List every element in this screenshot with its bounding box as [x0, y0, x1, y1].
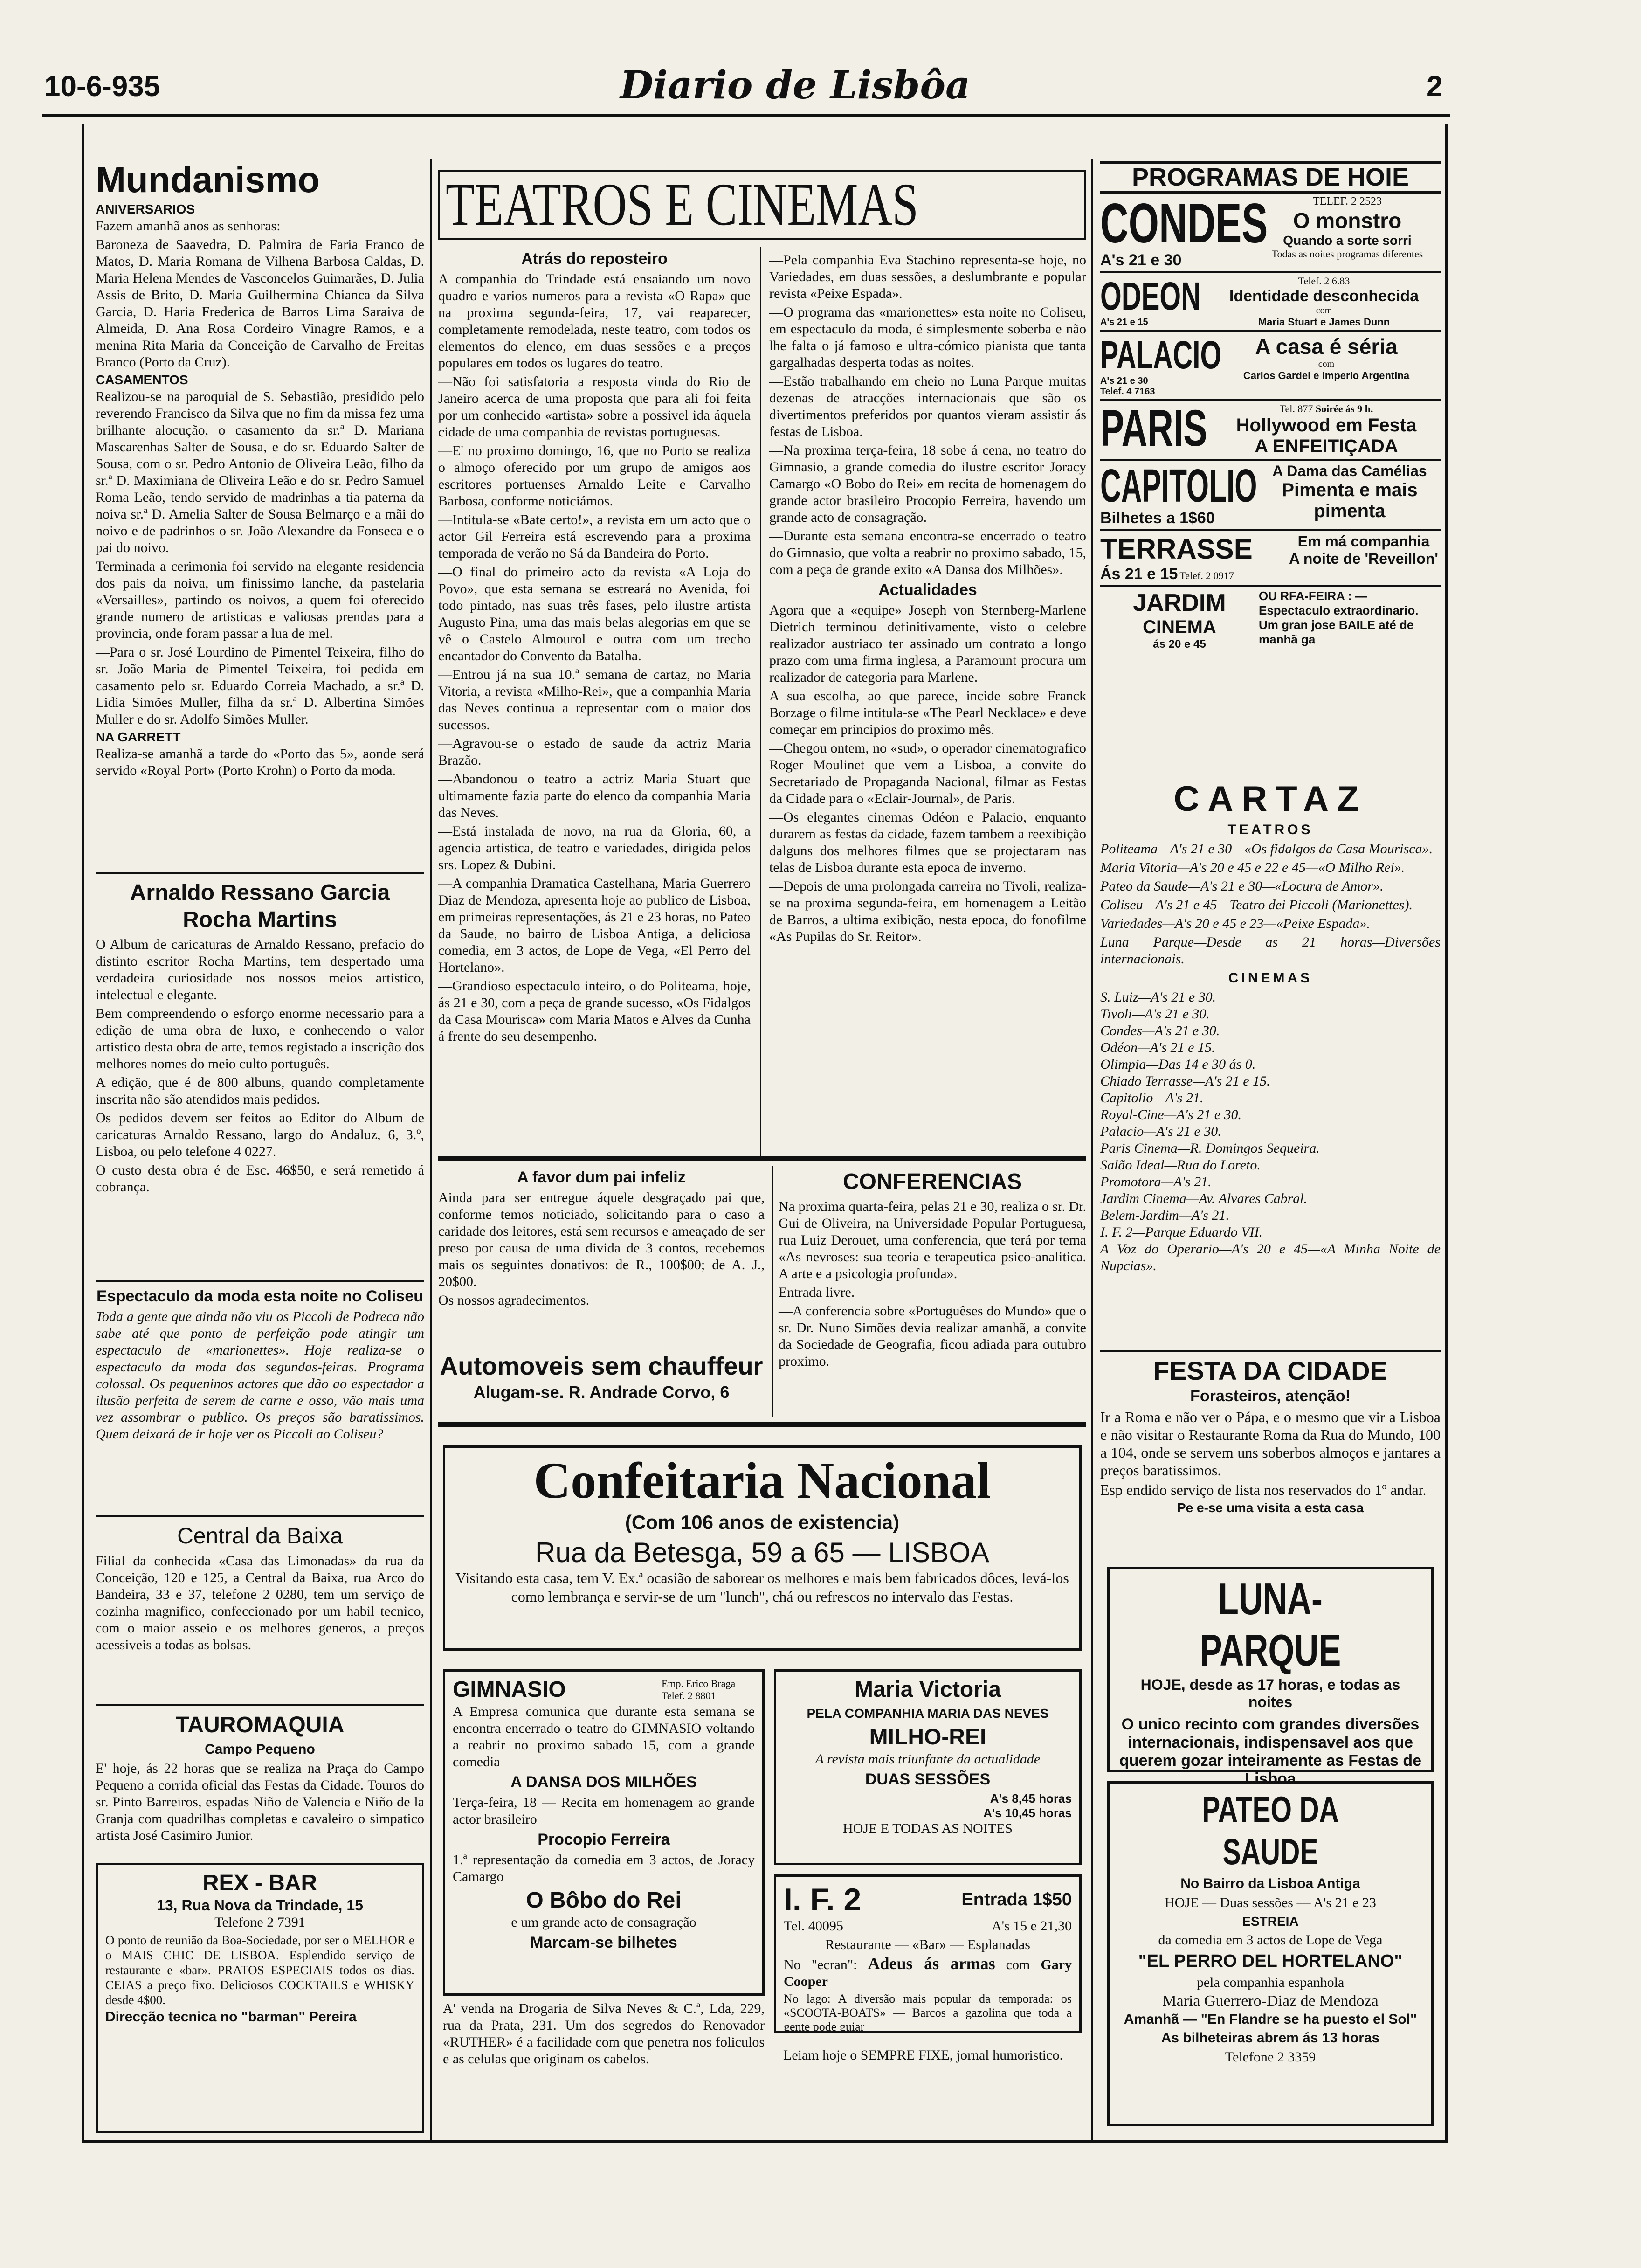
drogaria-text: A' venda na Drogaria de Silva Neves & C.ª, Lda, 229, rua da Prata, 231. Um dos segredos do Renovador «RUTHER» é a facilidade com que penetra nos foliculos e as celulas que originam os cabelos.: [443, 2001, 765, 2067]
cartaz-cinema-item: Promotora—A's 21.: [1100, 1174, 1212, 1189]
teatros-p10: —A companhia Dramatica Castelhana, Maria Guerrero Diaz de Mendoza, apresenta hoje ao publico de Lisboa, em primeiras representações, ás 21 e 23 horas, no Pateo da Saude, no bairro de Lisboa Antiga, a deliciosa comedia, em 3 actos, de Lope de Vega, «El Perro del Hortelano».: [438, 876, 751, 975]
teatros-p13: —O programa das «marionettes» esta noite no Coliseu, em espectaculo da moda, é simplesmente soberba e não lhe falta o já famoso e ultra-cómico pianista que tanta gargalhadas desperta todas as noites.: [769, 304, 1086, 370]
capitolio-name: CAPITOLIO: [1100, 460, 1257, 512]
cartaz-cinema-item: Palacio—A's 21 e 30.: [1100, 1124, 1221, 1139]
arnaldo-p5: O custo desta obra é de Esc. 46$50, e será remetido á cobrança.: [96, 1162, 424, 1195]
palacio-name: PALACIO: [1100, 333, 1222, 377]
paris-name: PARIS: [1100, 400, 1207, 457]
odeon-block: [1100, 273, 1441, 332]
sempre-fixe-note: [783, 2047, 1082, 2103]
paris-show: Hollywood em Festa: [1236, 415, 1417, 436]
if2-screen-label: No "ecran":: [784, 1957, 857, 1972]
arnaldo-p1: O Album de caricaturas de Arnaldo Ressano, prefacio do distinto escritor Rocha Martins, tem despertado uma verdadeira curiosidade nos nossos meios artistico, intelectual e elegante.: [96, 937, 424, 1003]
if2-price: Entrada 1$50: [961, 1889, 1072, 1909]
luna-sub: HOJE, desde as 17 horas, e todas as noites: [1140, 1676, 1400, 1710]
divider: [96, 872, 424, 874]
divider: [1100, 1350, 1441, 1352]
luna-text: O unico recinto com grandes diversões internacionais, indispensavel aos que querem gozar inteiramente as Festas de Lisboa: [1119, 1715, 1422, 1788]
palacio-show: A casa é séria: [1255, 334, 1398, 359]
cartaz-teatro-item: Politeama—A's 21 e 30—«Os fidalgos da Casa Mourisca».: [1100, 841, 1433, 857]
cartaz-teatro-item: Coliseu—A's 21 e 45—Teatro dei Piccoli (Marionettes).: [1100, 897, 1413, 913]
teatros-p8: —Abandonou o teatro a actriz Maria Stuart que ultimamente fazia parte do elenco da companhia Maria das Neves.: [438, 771, 751, 820]
double-rule: [438, 1156, 1086, 1161]
automoveis-ad: [438, 1350, 765, 1420]
teatros-p7: —Agravou-se o estado de saude da actriz Maria Brazão.: [438, 736, 751, 768]
pateo-title: PATEO DA SAUDE: [1202, 1789, 1339, 1872]
pateo-play: "EL PERRO DEL HORTELANO": [1138, 1951, 1403, 1971]
odeon-with: com: [1316, 305, 1332, 316]
cartaz-cinemas-list: [1100, 989, 1441, 1274]
teatros-p11: —Grandioso espectaculo inteiro, o do Politeama, hoje, ás 21 e 30, com a peça de grande sucesso, «Os Fidalgos da Casa Mourisca» com Maria Matos e Alves da Cunha á frente do seu desempenho.: [438, 978, 751, 1044]
mariavictoria-tagline: A revista mais triunfante da actualidade: [815, 1751, 1041, 1767]
teatros-p12: —Pela companhia Eva Stachino representa-se hoje, no Variedades, em duas sessões, a deslumbrante e popular revista «Peixe Espada».: [769, 252, 1086, 301]
espectaculo-title: Espectaculo da moda esta noite no Coliseu: [97, 1287, 423, 1305]
cartaz-cinema-item: Capitolio—A's 21.: [1100, 1090, 1204, 1106]
confeitaria-text: Visitando esta casa, tem V. Ex.ª ocasião de saborear os melhores e mais bem fabricados dôces, levá-los como lembrança e servir-se de um "lunch", chá ou refrescos no intervalo das Festas.: [455, 1570, 1069, 1605]
teatros-p2: —Não foi satisfatoria a resposta vinda do Rio de Janeiro acerca de uma proposta que para ali foi feita por um conhecido «artista» sobre a possivel ida áquela cidade de uma companhia de revistas portuguesas.: [438, 374, 751, 440]
condes-note: Todas as noites programas diferentes: [1271, 248, 1423, 260]
gimnasio-title: GIMNASIO: [453, 1677, 566, 1702]
espectaculo-section: [96, 1285, 424, 1518]
gimnasio-play1: A DANSA DOS MILHÕES: [510, 1773, 697, 1791]
odeon-tel: Telef. 2 6.83: [1298, 275, 1350, 287]
if2-with: com: [1006, 1957, 1030, 1972]
pateo-line2: da comedia em 3 actos de Lope de Vega: [1158, 1932, 1383, 1948]
actualidades-a5: —Depois de uma prolongada carreira no Tivoli, realiza-se na proxima segunda-feira, em homenagem a Leitão de Barros, a ultima exibição, nesta epoca, do fonofilme «As Pupilas do Sr. Reitor».: [769, 878, 1086, 944]
gimnasio-text1: A Empresa comunica que durante esta semana se encontra encerrado o teatro do GIMNASIO voltando a reabrir no proximo sabado 15, com a grande comedia: [453, 1704, 755, 1770]
teatros-p1: A companhia do Trindade está ensaiando um novo quadro e varios numeros para a revista «O Rapa» que na proxima segunda-feira, 17, vai reaparecer, completamente remodelada, neste teatro, com todos os elementos do elenco, em duas sessões e a preços populares em todos os lugares do teatro.: [438, 271, 751, 371]
teatros-p5: —O final do primeiro acto da revista «A Loja do Povo», que esta semana se estreará no Avenida, foi todo pintado, nas suas três fases, pelo ilustre artista Augusto Pina, uma das mais belas alegorias em que se vê o Castelo Almourol e outra com um trecho encantador do Convento da Batalha.: [438, 564, 751, 664]
divider: [96, 1704, 424, 1706]
terrasse-time: Ás 21 e 15: [1100, 565, 1178, 583]
mariavictoria-show: MILHO-REI: [869, 1725, 986, 1749]
divider: [96, 1515, 424, 1517]
teatros-p3: —E' no proximo domingo, 16, que no Porto se realiza o almoço oferecido por um grupo de amigos aos escritores portuenses Arnaldo Leite e Carvalho Barbosa, conforme noticiámos.: [438, 443, 751, 509]
garrett-text: Realiza-se amanhã a tarde do «Porto das 5», aonde será servido «Royal Port» (Porto Krohn) o Porto da moda.: [96, 746, 424, 778]
right-border: [1445, 124, 1448, 2143]
paris-show2: A ENFEITIÇADA: [1255, 436, 1398, 456]
gimnasio-emp: Emp. Erico Braga Telef. 2 8801: [662, 1678, 736, 1701]
central-text: Filial da conhecida «Casa das Limonadas» da rua da Conceição, 120 e 125, a Central da Baixa, rua Arco do Bandeira, 33 e 37, telefone 2 0280, tem um serviço de cozinha magnifico, confeccionado por um habil tecnico, com o maior asseio e os melhores generos, a preços acessiveis a todas as bolsas.: [96, 1553, 424, 1653]
drogaria-ad: [443, 2000, 765, 2136]
terrasse-tel: Telef. 2 0917: [1179, 570, 1234, 581]
casamentos-head: CASAMENTOS: [96, 373, 188, 387]
arnaldo-section: [96, 877, 424, 1282]
odeon-cast: Maria Stuart e James Dunn: [1258, 316, 1390, 328]
if2-tel: Tel. 40095: [784, 1918, 843, 1934]
actualidades-head: Actualidades: [878, 581, 977, 599]
cartaz-cinema-item: Tivoli—A's 21 e 30.: [1100, 1006, 1210, 1022]
teatros-p14: —Estão trabalhando em cheio no Luna Parque muitas dezenas de atracções internacionais que são os divertimentos preferidos por quantos vieram assistir ás festas de Lisboa.: [769, 373, 1086, 439]
jardim-name: JARDIM: [1133, 589, 1226, 616]
cartaz-title: CARTAZ: [1173, 779, 1367, 819]
page-date: 10-6-935: [44, 70, 160, 103]
automoveis-sub: Alugam-se. R. Andrade Corvo, 6: [473, 1383, 730, 1402]
terrasse-show2: A noite de 'Reveillon': [1289, 550, 1438, 567]
jardim-text: OU RFA-FEIRA : — Espectaculo extraordinario. Um gran jose BAILE até de manhã ga: [1259, 589, 1419, 646]
left-border: [82, 124, 84, 2143]
if2-ad: [774, 1874, 1082, 2033]
cartaz-section: [1100, 779, 1441, 1352]
confeitaria-address: Rua da Betesga, 59 a 65 — LISBOA: [535, 1537, 989, 1568]
if2-title: I. F. 2: [784, 1882, 862, 1917]
cartaz-cinema-item: Royal-Cine—A's 21 e 30.: [1100, 1107, 1242, 1122]
rexbar-text: O ponto de reunião da Boa-Sociedade, por ser o MELHOR e o MAIS CHIC DE LISBOA. Esplendido serviço de restaurante e «bar». PRATOS ESPECIAIS todos os dias. CEIAS a preço fixo. Deliciosos COCKTAILS e WHISKY desde 4$00.: [105, 1933, 414, 2007]
festa-title: FESTA DA CIDADE: [1153, 1356, 1387, 1385]
cartaz-cinema-item: I. F. 2—Parque Eduardo VII.: [1100, 1224, 1263, 1240]
cartaz-teatro-item: Maria Vitoria—A's 20 e 45 e 22 e 45—«O Milho Rei».: [1100, 860, 1405, 875]
festa-text: Ir a Roma e não ver o Pápa, e o mesmo que vir a Lisboa e não visitar o Restaurante Roma da Rua do Mundo, 100 a 104, onde se servem uns soberbos almoços e jantares a preços baratissimos.: [1100, 1409, 1441, 1479]
pateo-box: As bilheteiras abrem ás 13 horas: [1161, 2030, 1380, 2046]
arnaldo-p3: A edição, que é de 800 albuns, quando completamente inscrita não são atendidos mais pedidos.: [96, 1075, 424, 1107]
condes-show: O monstro: [1293, 208, 1402, 233]
actualidades-a4: —Os elegantes cinemas Odéon e Palacio, enquanto durarem as festas da cidade, fazem tambem a reexibição dalguns dos melhores filmes que se projectaram nas telas de Lisboa durante esta epoca de inverno.: [769, 809, 1086, 875]
festa-footer: Pe e-se uma visita a esta casa: [1177, 1500, 1364, 1515]
cartaz-cinema-item: Salão Ideal—Rua do Loreto.: [1100, 1157, 1261, 1173]
pateo-company: pela companhia espanhola: [1196, 1975, 1345, 1990]
festa-section: [1100, 1355, 1441, 1564]
arnaldo-p4: Os pedidos devem ser feitos ao Editor do Album de caricaturas Arnaldo Ressano, largo do Andaluz, 6, 3.º, Lisboa, ou pelo telefone 4 0227.: [96, 1110, 424, 1159]
gimnasio-play2: O Bôbo do Rei: [526, 1888, 682, 1913]
conferencias-title: CONFERENCIAS: [842, 1169, 1022, 1194]
gimnasio-actor: Procopio Ferreira: [538, 1831, 670, 1848]
mariavictoria-time1: A's 8,45 horas: [990, 1791, 1072, 1805]
condes-name: CONDES: [1100, 192, 1268, 255]
masthead-title: Diario de Lisbôa: [620, 63, 971, 108]
pateo-line1: HOJE — Duas sessões — A's 21 e 23: [1165, 1895, 1376, 1910]
arnaldo-p2: Bem compreendendo o esforço enorme necessario para a edição de uma obra de luxo, e conhecendo o valor artistico desta obra de arte, temos registado a inscrição dos melhores nomes do meio culto português.: [96, 1006, 424, 1072]
teatros-banner: [438, 170, 1086, 240]
double-rule: [438, 1422, 1086, 1427]
pateo-cast: Maria Guerrero-Diaz de Mendoza: [1162, 1992, 1379, 2010]
terrasse-show: Em má companhia: [1297, 533, 1430, 550]
gimnasio-text2: Terça-feira, 18 — Recita em homenagem ao grande actor brasileiro: [453, 1795, 755, 1827]
palacio-time: A's 21 e 30: [1100, 376, 1148, 386]
confeitaria-title: Confeitaria Nacional: [533, 1452, 991, 1509]
festa-text2: Esp endido serviço de lista nos reservados do 1º andar.: [1100, 1481, 1427, 1498]
capitolio-block: [1100, 461, 1441, 531]
actualidades-a3: —Chegou ontem, no «sud», o operador cinematografico Roger Moulinet que vem a Lisboa, a convite do Secretariado de Propaganda Nacional, filmar as Festas da Cidade para o «Eclair-Journal», de Paris.: [769, 740, 1086, 806]
paris-time: Soirée ás 9 h.: [1315, 403, 1373, 415]
luna-ad: [1107, 1567, 1434, 1788]
if2-lake: No lago: A diversão mais popular da temporada: os «SCOOTA-BOATS» — Barcos a gazolina que toda a gente pode guiar: [784, 1992, 1072, 2033]
aniversarios-head: ANIVERSARIOS: [96, 202, 195, 216]
teatros-col-1: [438, 247, 751, 1161]
teatros-col-2: [769, 252, 1086, 1161]
conferencias-p2: Entrada livre.: [779, 1285, 855, 1300]
espectaculo-text: Toda a gente que ainda não viu os Piccoli de Podreca não sabe até que ponto de perfeição pode atingir um espectaculo de «marionettes». Hoje realiza-se o espectaculo da moda das segundas-feiras. Programa colossal. Os pequeninos actores que dão ao espectador a ilusão perfeita de serem de carne e osso, vão mais uma vez assombrar o publico. Os preços são baratissimos. Quem deixará de ir hoje ver os Piccoli ao Coliseu?: [96, 1309, 424, 1442]
header-rule: [42, 114, 1450, 117]
mariavictoria-title: Maria Victoria: [855, 1677, 1001, 1702]
cartaz-teatro-item: Pateo da Saude—A's 21 e 30—«Locura de Amor».: [1100, 878, 1384, 894]
cartaz-teatros-head: TEATROS: [1227, 822, 1313, 837]
gimnasio-tickets: Marcam-se bilhetes: [530, 1934, 677, 1951]
teatros-title: TEATROS E CINEMAS: [446, 171, 919, 238]
terrasse-name: TERRASSE: [1100, 533, 1253, 565]
rexbar-address: 13, Rua Nova da Trindade, 15: [157, 1897, 363, 1914]
cartaz-cinemas-head: CINEMAS: [1228, 970, 1313, 986]
pateo-estreia: ESTREIA: [1242, 1914, 1299, 1929]
odeon-show: Identidade desconhecida: [1229, 287, 1419, 305]
favor-section: [438, 1166, 765, 1343]
festa-sub: Forasteiros, atenção!: [1190, 1387, 1351, 1405]
rexbar-footer: Direcção tecnica no "barman" Pereira: [105, 2009, 357, 2025]
automoveis-title: Automoveis sem chauffeur: [440, 1352, 763, 1380]
cartaz-cinema-item: Chiado Terrasse—A's 21 e 15.: [1100, 1073, 1270, 1089]
if2-services: Restaurante — «Bar» — Esplanadas: [825, 1937, 1030, 1952]
mundanismo-section: [96, 159, 424, 872]
confeitaria-ad: [443, 1445, 1082, 1651]
if2-times: A's 15 e 21,30: [991, 1918, 1072, 1934]
jardim-time: ás 20 e 45: [1153, 638, 1206, 650]
central-title: Central da Baixa: [177, 1524, 343, 1549]
rexbar-title: REX - BAR: [202, 1871, 317, 1895]
conferencias-p3: —A conferencia sobre «Portuguêses do Mundo» que o sr. Dr. Nuno Simões devia realizar amanhã, a convite da Sociedade de Geografia, ficou adiada para outubro proximo.: [779, 1303, 1086, 1369]
mariavictoria-company: PELA COMPANHIA MARIA DAS NEVES: [807, 1706, 1049, 1721]
favor-title: A favor dum pai infeliz: [517, 1169, 686, 1186]
capitolio-show: A Dama das Camélias: [1272, 463, 1427, 479]
palacio-tel: Telef. 4 7163: [1100, 387, 1155, 397]
cartaz-cinema-item: S. Luiz—A's 21 e 30.: [1100, 989, 1216, 1005]
casamentos-text-1: Realizou-se na paroquial de S. Sebastião, presidido pelo reverendo Francisco da Silva que no fim da missa fez uma brilhante alocução, o casamento da sr.ª D. Mariana Mascarenhas Salter de Sousa, e do sr. Eduardo Salter de Sousa, com o sr. Pedro Antonio de Oliveira Leão, filho da sr.ª D. Maximiana de Oliveira Leão e do sr. Pedro Samuel Roma Leão, tendo servido de madrinhas a tia paterna da noiva sr.ª D. Amelia Salter de Sousa Belmarço e a mãi do noivo e de padrinhos o sr. João Alexandre da Fonseca e o pai do noivo.: [96, 389, 424, 555]
teatros-p9: —Está instalada de novo, na rua da Gloria, 60, a agencia artistica, de teatro e variedades, dirigida pelos srs. Lopez & Dubini.: [438, 823, 751, 872]
mundanismo-title: Mundanismo: [96, 159, 320, 200]
paris-tel: Tel. 877: [1279, 403, 1313, 415]
mariavictoria-time2: A's 10,45 horas: [983, 1806, 1072, 1820]
tauromaquia-title: TAUROMAQUIA: [175, 1713, 345, 1737]
casamentos-text-3: —Para o sr. José Lourdino de Pimentel Teixeira, filho do sr. João Maria de Pimentel Teixeira, foi pedida em casamento pelo sr. Eduardo Correia Machado, a sr.ª D. Lidia Simões Muller, filha da sr.ª D. Albertina Simões Muller e do sr. Adolfo Simões Muller.: [96, 644, 424, 727]
inner-divider: [772, 1166, 773, 1418]
sempre-fixe-text: Leiam hoje o SEMPRE FIXE, jornal humoristico.: [783, 2047, 1063, 2063]
actualidades-a2: A sua escolha, ao que parece, incide sobre Franck Borzage o filme intitula-se «The Pearl Necklace» e deve começar em principios do proximo mês.: [769, 688, 1086, 737]
column-divider-2: [1091, 159, 1093, 2140]
teatros-p6: —Entrou já na sua 10.ª semana de cartaz, no Maria Vitoria, a revista «Milho-Rei», que a companhia Maria das Neves continua a representar com o maior dos sucessos.: [438, 667, 751, 733]
capitolio-tickets: Bilhetes a 1$60: [1100, 509, 1215, 527]
capitolio-show2: Pimenta e mais pimenta: [1282, 480, 1418, 521]
gimnasio-text4: e um grande acto de consagração: [511, 1915, 696, 1930]
condes-tel: TELEF. 2 2523: [1312, 195, 1382, 207]
cartaz-cinema-item: Belem-Jardim—A's 21.: [1100, 1208, 1229, 1223]
conferencias-p1: Na proxima quarta-feira, pelas 21 e 30, realiza o sr. Dr. Gui de Oliveira, na Universidade Popular Portuguesa, rua Luiz Derouet, uma conferencia, que terá por tema «As nevroses: sua teoria e terapeutica psico-analitica. A arte e a psicologia profunda».: [779, 1199, 1086, 1281]
cartaz-cinema-item: Olimpia—Das 14 e 30 ás 0.: [1100, 1057, 1256, 1072]
conferencias-section: [779, 1166, 1086, 1418]
column-divider-1: [430, 159, 432, 2140]
cartaz-teatro-item: Luna Parque—Desde as 21 horas—Diversões internacionais.: [1100, 934, 1441, 967]
rexbar-ad: [96, 1863, 424, 2133]
tauromaquia-text: E' hoje, ás 22 horas que se realiza na Praça do Campo Pequeno a corrida oficial das Festas da Cidade. Touros do sr. Pinto Barreiros, espadas Niño de Valencia e Niño de la Granja com quadrilhas completas e cavaleiro o simpatico artista José Casimiro Junior.: [96, 1761, 424, 1843]
pateo-ad: [1107, 1781, 1434, 2126]
programas-title: PROGRAMAS DE HOIE: [1100, 161, 1441, 194]
mariavictoria-sessions: DUAS SESSÕES: [865, 1770, 991, 1788]
cartaz-cinema-item: Paris Cinema—R. Domingos Sequeira.: [1100, 1141, 1320, 1156]
favor-text: Ainda para ser entregue áquele desgraçado pai que, conforme temos noticiado, solicitando para o caso a caridade dos leitores, está sem recursos e ameaçado de ser preso por causa de uma divida de 3 contos, recebemos mais os seguintes donativos: de R., 100$00; de A. J., 20$00.: [438, 1190, 765, 1289]
if2-star: Gary Cooper: [784, 1957, 1072, 1989]
casamentos-text-2: Terminada a cerimonia foi servido na elegante residencia dos pais da noiva, um finissimo lanche, da pastelaria «Versailles», partindo os noivos, a quem foi oferecido grande numero de artisticas e valiosas prendas para a provincia, onde foram passar a lua de mel.: [96, 559, 424, 641]
jardim-name2: CINEMA: [1143, 617, 1216, 637]
terrasse-block: [1100, 531, 1441, 587]
rexbar-phone: Telefone 2 7391: [214, 1915, 305, 1930]
tauromaquia-section: [96, 1709, 424, 1858]
cartaz-cinema-item: Condes—A's 21 e 30.: [1100, 1023, 1220, 1038]
paris-block: [1100, 401, 1441, 461]
pateo-sub: No Bairro da Lisboa Antiga: [1180, 1876, 1360, 1891]
condes-time: A's 21 e 30: [1100, 251, 1182, 269]
gimnasio-text3: 1.ª representação da comedia em 3 actos, de Joracy Camargo: [453, 1852, 755, 1884]
central-section: [96, 1520, 424, 1707]
condes-block: [1100, 194, 1441, 273]
atras-head: Atrás do reposteiro: [521, 250, 668, 268]
if2-film: Adeus ás armas: [868, 1954, 995, 1973]
cartaz-cinema-item: Odéon—A's 21 e 15.: [1100, 1040, 1215, 1055]
tauromaquia-sub: Campo Pequeno: [205, 1742, 315, 1757]
programas-section: [1100, 161, 1441, 781]
mariavictoria-today: HOJE E TODAS AS NOITES: [843, 1821, 1013, 1836]
mariavictoria-ad: [774, 1669, 1082, 1865]
pateo-tomorrow: Amanhã — "En Flandre se ha puesto el Sol": [1124, 2012, 1417, 2027]
cartaz-teatros-list: [1100, 841, 1441, 968]
cartaz-cinema-item: A Voz do Operario—A's 20 e 45—«A Minha Noite de Nupcias».: [1100, 1241, 1441, 1273]
cartaz-teatro-item: Variedades—A's 20 e 45 e 23—«Peixe Espada».: [1100, 916, 1370, 931]
actualidades-a1: Agora que a «equipe» Joseph von Sternberg-Marlene Dietrich terminou definitivamente, visto o celebre realizador austriaco ter assinado um contrato a longo prazo com uma firma inglesa, a Paramount procura um realizador de categoria para Marlene.: [769, 602, 1086, 685]
garrett-head: NA GARRETT: [96, 730, 181, 744]
palacio-with: com: [1318, 359, 1335, 369]
teatros-p4: —Intitula-se «Bate certo!», a revista em um acto que o actor Gil Ferreira está escrevendo para a proxima temporada de verão no Sá da Bandeira do Porto.: [438, 512, 751, 561]
jardim-block: [1100, 587, 1441, 653]
aniversarios-intro: Fazem amanhã anos as senhoras:: [96, 218, 281, 234]
palacio-cast: Carlos Gardel e Imperio Argentina: [1243, 370, 1410, 381]
luna-title: LUNA-PARQUE: [1200, 1574, 1341, 1675]
confeitaria-sub: (Com 106 anos de existencia): [625, 1511, 900, 1533]
condes-show2: Quando a sorte sorri: [1283, 233, 1412, 248]
gimnasio-ad: [443, 1669, 765, 1996]
teatros-p15: —Na proxima terça-feira, 18 sobe á cena, no teatro do Gimnasio, a grande comedia do ilustre escritor Joracy Camargo «O Bobo do Rei» em recita de homenagem do grande actor brasileiro Procopio Ferreira, havendo um grande acto de consagração.: [769, 443, 1086, 525]
page-number: 2: [1427, 70, 1443, 103]
odeon-name: ODEON: [1100, 274, 1201, 318]
palacio-block: [1100, 332, 1441, 401]
arnaldo-title: Arnaldo Ressano Garcia Rocha Martins: [130, 880, 390, 932]
favor-thanks: Os nossos agradecimentos.: [438, 1293, 590, 1308]
divider: [96, 1280, 424, 1282]
pateo-tel: Telefone 2 3359: [1225, 2049, 1316, 2065]
teatros-p16: —Durante esta semana encontra-se encerrado o teatro do Gimnasio, que volta a reabrir no proximo sabado, 15, com a peça de grande exito «A Dansa dos Milhões».: [769, 528, 1086, 577]
cartaz-cinema-item: Jardim Cinema—Av. Alvares Cabral.: [1100, 1191, 1308, 1206]
inner-divider: [760, 247, 761, 1156]
bottom-border: [82, 2140, 1448, 2143]
aniversarios-text: Baroneza de Saavedra, D. Palmira de Faria Franco de Matos, D. Maria Romana de Vilhena Barbosa Caldas, D. Maria Helena Mendes de Vasconcelos Guimarães, D. Julia Assis de Brito, D. Maria Guilhermina Chianca da Silva Garcia, D. Haria Frederica de Barros Lima Saraiva de Almeida, D. Ana Rosa Cordeiro Vinagre Ramos, e a menina Rita Maria da Conceição de Carvalho de Freitas Branco (Porto da Cruz).: [96, 237, 424, 370]
odeon-time: A's 21 e 15: [1100, 317, 1148, 327]
